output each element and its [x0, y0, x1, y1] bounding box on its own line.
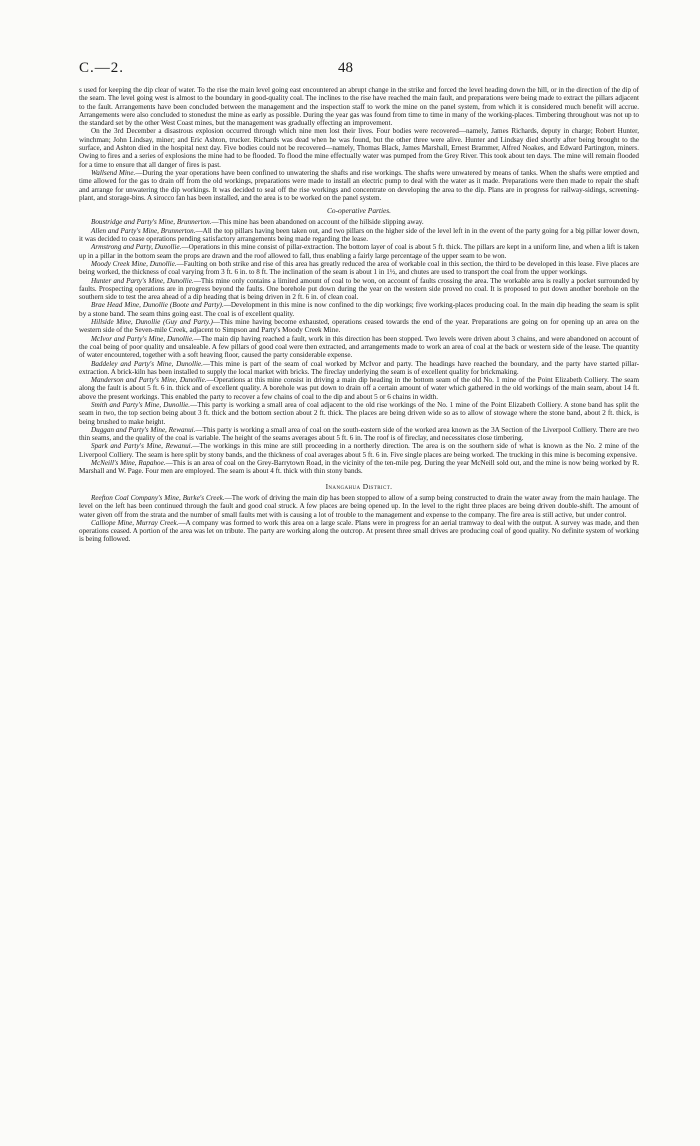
paragraph	[79, 169, 639, 202]
paragraph-title: Armstrong and Party, Dunollie.	[91, 243, 182, 252]
paragraph	[79, 459, 639, 476]
paragraph	[79, 260, 639, 277]
paragraph-text: —Operations at this mine consist in driving a main dip heading in the bottom seam of the old No. 1 mine of the Point Elizabeth Colliery. The seam along the fault is about 5 ft. 6 in. thick and of excellent quality. A borehole was put down to drain off a certain amount of water which gathered in the old workings of the main seam, about 14 ft. above the present workings. This enabled the party to recover a few chains of coal to the dip and about 5 or 6 chains in width.	[79, 376, 640, 401]
paragraph-text: —Faulting on both strike and rise of this area has greatly reduced the area of workable coal in this section, the third to be developed in this lease. Five places are being worked, the thickness of coal varying from 3 ft. 6 in. to 8 ft. The inclination of the seam is about 1 in 1½, and chutes are used to transport the coal from the upper workings.	[79, 259, 639, 277]
paragraph-title: Duggan and Party's Mine, Rewanui.	[91, 425, 196, 434]
paragraph	[79, 127, 639, 168]
paragraph-text: —The main dip having reached a fault, work in this direction has been stopped. Two levels were driven about 3 chains, and were abandoned on account of the coal being of poor quality and unsaleable. A few pillars of good coal were then extracted, and arrangements made to work an area of coal at the back or western side of the lease. The quantity of water encountered, together with a soft heaving floor, caused the party considerable expense.	[79, 334, 639, 360]
paragraph-title: Manderson and Party's Mine, Dunollie.	[91, 376, 207, 385]
paragraph-text: —All the top pillars having been taken out, and two pillars on the higher side of the level left in in the event of the party going for a big pillar lower down, it was decided to cease operations pending satisfactory arrangements being made regarding the lease.	[79, 226, 639, 244]
paragraph	[79, 335, 639, 360]
paragraph-title: McNeill's Mine, Rapahoe.	[91, 459, 166, 468]
paragraph	[79, 519, 639, 544]
paragraph-text: —Development in this mine is now confined to the dip workings; five working-places producing coal. In the main dip heading the seam is split by a stone band. The seam thins going east. The coal is of excellent quality.	[79, 301, 639, 318]
paragraph	[79, 401, 639, 426]
paragraph-text: —A company was formed to work this area on a large scale. Plans were in progress for an aerial tramway to deal with the output. A survey was made, and then operations ceased. A portion of the area was let on tribute. The party are working along the outcrop. At present three small drives are producing coal of good quality. No definite system of working is being followed.	[79, 518, 639, 544]
paragraph	[79, 494, 639, 519]
paragraph-title: Boustridge and Party's Mine, Brunnerton.	[91, 218, 212, 227]
paragraph-title: Brae Head Mine, Dunollie (Boote and Party).	[91, 301, 224, 310]
paragraph-text: —The work of driving the main dip has been stopped to allow of a sump being constructed to drain the water away from the main haulage. The level on the left has been continued through the fault and good coal struck. A few places are being opened up. In the level to the right three places are being driven double-shift. The amount of water given off from the strata and the number of small faults met with is causing a lot of trouble to the management and expense to the company. The fire area is still active, but under control.	[79, 493, 639, 519]
paragraph	[79, 243, 639, 260]
paragraph-text: —This mine only contains a limited amount of coal to be won, on account of faults crossing the area. The workable area is really a pocket surrounded by faults. Prospecting operations are in progress beyond the faults. One borehole put down during the year on the western side proved no coal. It is proposed to put down another borehole on the southern side to test the area ahead of a dip heading that is being driven in 2 ft. 6 in. of clean coal.	[79, 276, 639, 302]
paragraph-title: Allen and Party's Mine, Brunnerton.	[91, 226, 196, 235]
paragraph	[79, 376, 639, 401]
paragraph	[79, 277, 639, 302]
document-body	[79, 86, 639, 544]
paragraph-title: Reefton Coal Company's Mine, Burke's Creek.	[91, 493, 225, 502]
paragraph-text: —This party is working a small area of coal on the south-eastern side of the worked area known as the 3A Section of the Liverpool Colliery. There are two thin seams, and the quality of the coal is variable. The height of the seams averages about 5 ft. 6 in. The roof is of fireclay, and necessitates close timbering.	[79, 425, 639, 443]
paragraph	[79, 227, 639, 244]
paragraph	[79, 301, 639, 318]
paragraph-text: —During the year operations have been confined to unwatering the shafts and rise workings. The shafts were unwatered by means of tanks. When the shafts were emptied and time allowed for the gas to drain off from the old workings, preparations were made to install an electric pump to deal with the water as it made. Preparations were then made to repair the shaft and arrange for unwatering the dip workings. It was decided to seal off the rise workings and concentrate on developing the area to the dip. Plans are in progress for railway-sidings, screening-plant, and storage-bins. A sirocco fan has been installed, and the area is to be worked on the panel system.	[79, 168, 639, 202]
section-heading: Inangahua District.	[325, 481, 393, 491]
page-number: 48	[338, 60, 353, 76]
paragraph-text: —This party is working a small area of coal adjacent to the old rise workings of the No. 1 mine of the Point Elizabeth Colliery. A stone band has split the seam in two, the top section being about 3 ft. thick and the bottom section about 2 ft. thick. The places are being driven wide so as to allow of stowage where the stone band, about 2 ft. thick, is being brushed to make height.	[79, 400, 639, 426]
paragraph	[79, 442, 639, 459]
paragraph-title: Baddeley and Party's Mine, Dunollie.	[91, 359, 203, 368]
paragraph	[79, 318, 639, 335]
paragraph	[79, 218, 639, 226]
paragraph	[79, 426, 639, 443]
paragraph-title: Hunter and Party's Mine, Dunollie.	[91, 276, 194, 285]
running-header	[0, 60, 700, 78]
paragraph-text: —Operations in this mine consist of pillar-extraction. The bottom layer of coal is about 5 ft. thick. The pillars are kept in a uniform line, and when a lift is taken up in a pillar in the bottom seam the props are drawn and the roof allowed to fall, thus enabling a fairly large percentage of the upper seam to be won.	[79, 243, 639, 260]
section-heading: Co-operative Parties.	[326, 206, 392, 216]
paragraph	[79, 86, 639, 127]
paragraph-title: Smith and Party's Mine, Dunollie.	[91, 400, 191, 409]
paragraph-text: —The workings in this mine are still proceeding in a northerly direction. The area is on the southern side of what is known as the No. 2 mine of the Liverpool Colliery. The seam is here split by stony bands, and the thickness of coal averages about 5 ft. 6 in. Five single places are being worked. The trucking in this mine is becoming expensive.	[79, 442, 639, 459]
paragraph	[79, 360, 639, 377]
paragraph-text: On the 3rd December a disastrous explosion occurred through which nine men lost their lives. Four bodies were recovered—namely, James Richards, deputy in charge; Robert Hunter, winchman; John Lindsay, miner; and Eric Ashton, trucker. Richards was dead when he was found, but the other three were alive. Hunter and Lindsay died shortly after being brought to the surface, and Ashton died in the hospital next day. Five bodies could not be recovered—namely, Thomas Black, James Marshall, Ernest Brammer, Alfred Noakes, and Edward Partington, miners. Owing to fires and a series of explosions the mine had to be flooded. To flood the mine effectually water was pumped from the Grey River. This took about ten days. The mine will remain flooded for a time to ensure that all danger of fires is past.	[79, 127, 639, 169]
paragraph-text: —This mine is part of the seam of coal worked by McIvor and party. The headings have reached the boundary, and the party have started pillar-extraction. A brick-kiln has been installed to supply the local market with bricks. The fireclay underlying the seam is of excellent quality for brickmaking.	[79, 359, 639, 376]
paragraph-text: —This mine has been abandoned on account of the hillside slipping away.	[211, 218, 424, 227]
paragraph-text: —This mine having become exhausted, operations ceased towards the end of the year. Preparations are going on for opening up an area on the western side of the Seven-mile Creek, adjacent to Simpson and Party's Moody Creek Mine.	[79, 318, 639, 335]
paragraph-title: Spark and Party's Mine, Rewanui.	[91, 442, 193, 451]
paragraph-text: s used for keeping the dip clear of water. To the rise the main level going east encountered an abrupt change in the strike and forced the level heading down the hill, or in the direction of the dip of the seam. The level going west is almost to the boundary in good-quality coal. The inclines to the rise have reached the main fault, and preparations were being made to extract the pillars adjacent to the fault. Arrangements have been concluded between the management and the inspection staff to work the mine on the panel system, from which it is considered much benefit will accrue. Arrangements were also concluded to stonedust the mine as early as possible. During the year gas was found from time to time in many of the working-places. Timbering throughout was not up to the standard set by the other West Coast mines, but the management was gradually effecting an improvement.	[79, 86, 639, 128]
paragraph-title: Moody Creek Mine, Dunollie.	[91, 259, 177, 268]
paragraph-title: Hillside Mine, Dunollie (Guy and Party.)	[91, 318, 213, 327]
paragraph-title: McIvor and Party's Mine, Dunollie.	[91, 334, 194, 343]
paper-reference: C.—2.	[79, 60, 125, 76]
paragraph-text: —This is an area of coal on the Grey-Barrytown Road, in the vicinity of the ten-mile peg. During the year McNeill sold out, and the mine is now being worked by R. Marshall and W. Page. Four men are employed. The seam is about 4 ft. thick with thin stony bands.	[79, 459, 639, 476]
paragraph-title: Calliope Mine, Murray Creek.	[91, 518, 179, 527]
paragraph-title: Wallsend Mine.	[91, 168, 136, 177]
